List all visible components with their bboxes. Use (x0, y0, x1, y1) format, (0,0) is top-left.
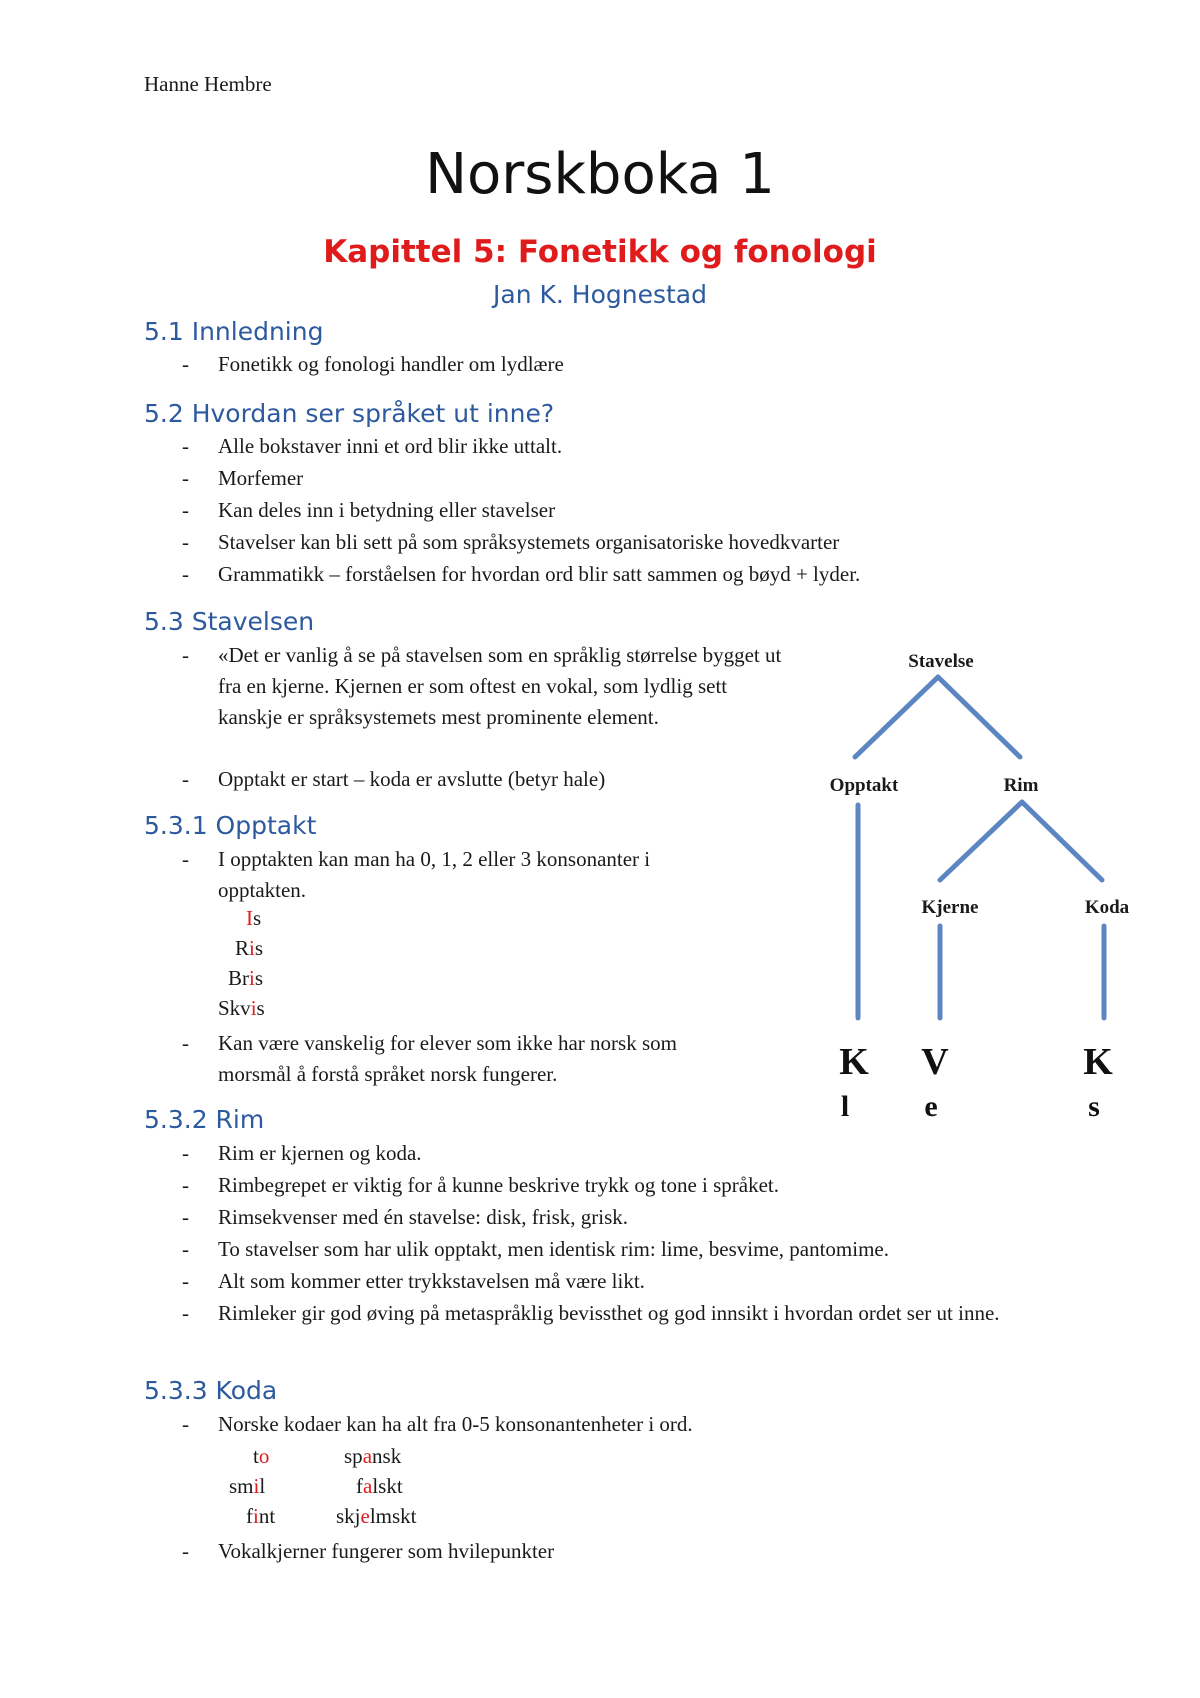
list-item (182, 527, 1062, 558)
list-item-text: Norske kodaer kan ha alt fra 0-5 konsonantenheter i ord. (218, 1412, 693, 1436)
header-author: Hanne Hembre (144, 72, 272, 96)
list-dash: - (182, 1539, 189, 1563)
list-item-text: Alt som kommer etter trykkstavelsen må være likt. (218, 1269, 645, 1293)
example-vowel: a (363, 1474, 373, 1498)
section-heading-5-1: 5.1 Innledning (144, 317, 324, 346)
list-item (182, 1266, 1062, 1297)
list-item-text: Rimleker gir god øving på metaspråklig bevissthet og god innsikt i hvordan ordet ser ut inne. (218, 1301, 1000, 1325)
node-rim: Rim (1003, 775, 1039, 796)
list-dash: - (182, 352, 189, 376)
list-item (182, 1202, 1062, 1233)
example-plain: nsk (372, 1444, 402, 1468)
example-vowel: i (249, 936, 255, 960)
syllable-tree-diagram (810, 640, 1140, 1130)
edge-rhyme-nucleus (940, 802, 1022, 880)
example-plain: l (259, 1474, 266, 1498)
list-dash: - (182, 1173, 189, 1197)
section-heading-5-3-3: 5.3.3 Koda (144, 1376, 278, 1405)
example-plain: sm (229, 1474, 254, 1498)
example-vowel: i (253, 1474, 260, 1498)
list-item-text: Kan være vanskelig for elever som ikke har norsk som morsmål å forstå språket norsk fungerer. (218, 1031, 677, 1086)
leaf-nucleus-letter: e (924, 1090, 938, 1123)
list-item (182, 844, 742, 906)
section-heading-5-2: 5.2 Hvordan ser språket ut inne? (144, 399, 555, 428)
list-dash: - (182, 1237, 189, 1261)
example-plain: Skv (218, 996, 251, 1020)
list-item-text: Vokalkjerner fungerer som hvilepunkter (218, 1539, 555, 1563)
list-dash: - (182, 530, 189, 554)
list-dash: - (182, 562, 189, 586)
list-item-text: Kan deles inn i betydning eller stavelser (218, 498, 556, 522)
list-dash: - (182, 1301, 189, 1325)
list-item-text: I opptakten kan man ha 0, 1, 2 eller 3 konsonanter i opptakten. (218, 847, 651, 902)
list-item (182, 1298, 1062, 1329)
list-item (182, 764, 782, 795)
edge-root-onset (855, 677, 938, 757)
example-plain: lmskt (369, 1504, 417, 1528)
list-item-text: Grammatikk – forståelsen for hvordan ord blir satt sammen og bøyd + lyder. (218, 562, 861, 586)
leaf-onset-label: K (839, 1041, 869, 1083)
list-dash: - (182, 1031, 189, 1055)
list-item-text: Alle bokstaver inni et ord blir ikke uttalt. (218, 434, 563, 458)
node-koda: Koda (1084, 897, 1130, 918)
example-word (253, 1444, 269, 1469)
example-word (356, 1474, 403, 1499)
leaf-nucleus-label: V (921, 1041, 949, 1083)
section-heading-5-3-2: 5.3.2 Rim (144, 1105, 265, 1134)
example-plain: skj (336, 1504, 361, 1528)
example-plain: s (256, 996, 265, 1020)
list-item (182, 1409, 1062, 1440)
example-plain: f (246, 1504, 253, 1528)
section-heading-5-3-1: 5.3.1 Opptakt (144, 811, 317, 840)
list-dash: - (182, 498, 189, 522)
list-dash: - (182, 767, 189, 791)
list-item (182, 1170, 1062, 1201)
example-plain: s (254, 966, 264, 990)
example-vowel: e (360, 1504, 370, 1528)
list-item-text: Opptakt er start – koda er avslutte (betyr hale) (218, 767, 606, 791)
tree-edges (855, 677, 1104, 1018)
list-item-text: Rimsekvenser med én stavelse: disk, frisk, grisk. (218, 1205, 629, 1229)
example-vowel: i (249, 966, 255, 990)
example-vowel: i (253, 1504, 259, 1528)
example-vowel: i (250, 996, 257, 1020)
example-word (336, 1504, 417, 1529)
example-plain: sp (344, 1444, 363, 1468)
example-plain: lskt (372, 1474, 403, 1498)
document-title: Norskboka 1 (425, 142, 775, 207)
list-item-text: Rim er kjernen og koda. (218, 1141, 422, 1165)
example-plain: R (235, 936, 250, 960)
example-vowel: o (258, 1444, 270, 1468)
example-word (228, 966, 263, 991)
example-vowel: a (362, 1444, 373, 1468)
example-word (235, 936, 263, 961)
edge-root-rhyme (938, 677, 1020, 757)
list-dash: - (182, 643, 189, 667)
list-item (182, 431, 1062, 462)
list-item (182, 1536, 1062, 1567)
list-item (182, 463, 1062, 494)
list-dash: - (182, 847, 189, 871)
list-item (182, 1234, 1062, 1265)
list-item (182, 495, 1062, 526)
list-item-text: Morfemer (218, 466, 304, 490)
list-item (182, 559, 1062, 590)
example-plain: s (253, 906, 262, 930)
list-dash: - (182, 466, 189, 490)
example-plain: nt (258, 1504, 276, 1528)
list-item-text: Rimbegrepet er viktig for å kunne beskrive trykk og tone i språket. (218, 1173, 780, 1197)
leaf-onset-letter: l (840, 1090, 850, 1123)
section-heading-5-3: 5.3 Stavelsen (144, 607, 315, 636)
leaf-coda-letter: s (1088, 1090, 1100, 1123)
chapter-title: Kapittel 5: Fonetikk og fonologi (323, 234, 877, 270)
node-opptakt: Opptakt (829, 775, 899, 796)
list-item (182, 640, 782, 733)
example-vowel: I (246, 906, 253, 930)
list-dash: - (182, 1412, 189, 1436)
example-word (246, 906, 261, 931)
example-plain: t (253, 1444, 259, 1468)
example-word (246, 1504, 275, 1529)
example-plain: f (356, 1474, 363, 1498)
list-dash: - (182, 1205, 189, 1229)
list-item-text: Stavelser kan bli sett på som språksystemets organisatoriske hovedkvarter (218, 530, 840, 554)
example-word (344, 1444, 401, 1469)
example-plain: Br (228, 966, 249, 990)
list-dash: - (182, 1269, 189, 1293)
edge-rhyme-coda (1022, 802, 1102, 880)
example-plain: s (254, 936, 264, 960)
list-item-text: To stavelser som har ulik opptakt, men identisk rim: lime, besvime, pantomime. (218, 1237, 889, 1261)
list-dash: - (182, 434, 189, 458)
example-word (229, 1474, 265, 1499)
list-item-text: «Det er vanlig å se på stavelsen som en språklig størrelse bygget ut fra en kjerne. Kjernen er som oftest en vokal, som lydlig sett kanskje er språksystemets mest prominente element. (218, 643, 782, 729)
list-item (182, 349, 1002, 380)
example-word (218, 996, 265, 1021)
list-item (182, 1138, 1062, 1169)
list-item-text: Fonetikk og fonologi handler om lydlære (218, 352, 564, 376)
list-dash: - (182, 1141, 189, 1165)
node-kjerne: Kjerne (921, 897, 979, 918)
chapter-author: Jan K. Hognestad (493, 280, 707, 309)
list-item (182, 1028, 742, 1090)
node-stavelse: Stavelse (908, 651, 974, 672)
leaf-coda-label: K (1083, 1041, 1113, 1083)
